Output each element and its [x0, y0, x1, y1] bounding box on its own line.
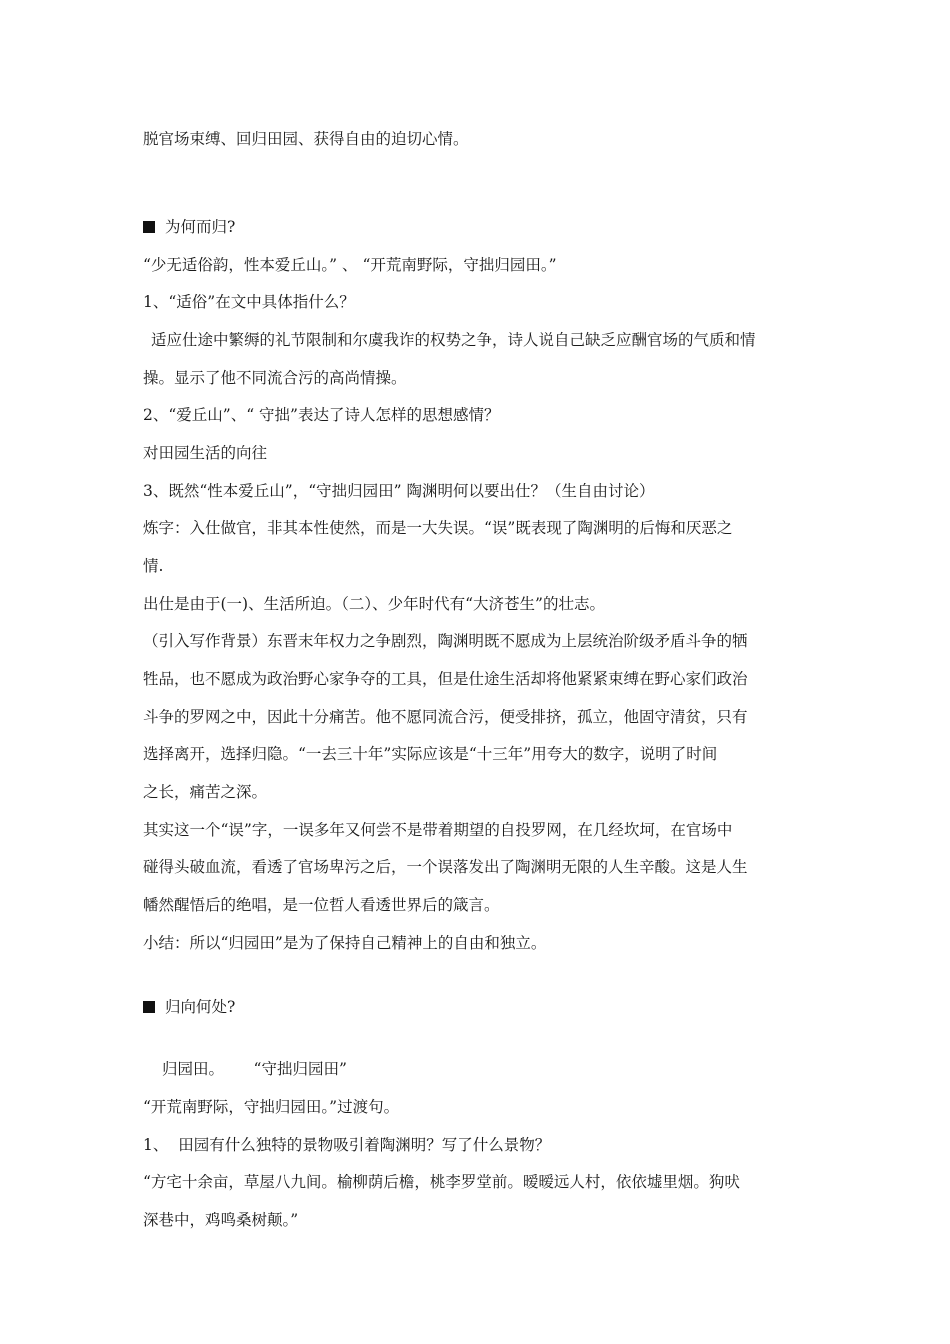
wu-line-2: 碰得头破血流，看透了官场卑污之后，一个误落发出了陶渊明无限的人生辛酸。这是人生	[143, 858, 748, 876]
background-line-3: 斗争的罗网之中，因此十分痛苦。他不愿同流合污，便受排挤，孤立，他固守清贫，只有	[143, 708, 748, 726]
square-bullet-icon	[143, 221, 155, 233]
poem-quotes: “少无适俗韵，性本爱丘山。” 、 “开荒南野际，守拙归园田。”	[143, 256, 557, 274]
square-bullet-icon	[143, 1001, 155, 1013]
reason-line: 出仕是由于(一)、生活所迫。（二）、少年时代有“大济苍生”的壮志。	[143, 595, 605, 613]
poem-line-1: “方宅十余亩，草屋八九间。榆柳荫后檐，桃李罗堂前。暧暧远人村，依依墟里烟。狗吠	[143, 1173, 740, 1191]
section-heading-where-return	[143, 996, 823, 1018]
question-2: 2、“爱丘山”、“ 守拙”表达了诗人怎样的思想感情？	[143, 406, 500, 424]
question-1: 1、“适俗”在文中具体指什么？	[143, 293, 355, 311]
background-line-5: 之长，痛苦之深。	[143, 783, 268, 801]
question-3: 3、既然“性本爱丘山”，“守拙归园田” 陶渊明何以要出仕？（生自由讨论）	[143, 482, 655, 500]
answer-1-line-1: 适应仕途中繁缛的礼节限制和尔虞我诈的权势之争，诗人说自己缺乏应酬官场的气质和情	[151, 331, 756, 349]
section2-question-1: 1、 田园有什么独特的景物吸引着陶渊明？写了什么景物？	[143, 1136, 551, 1154]
destination-line: 归园田。 “守拙归园田”	[162, 1060, 347, 1078]
section-heading-text: 为何而归?	[165, 218, 236, 236]
lianzi-line-2: 情.	[143, 557, 164, 575]
background-line-2: 牲品，也不愿成为政治野心家争夺的工具，但是仕途生活却将他紧紧束缚在野心家们政治	[143, 670, 748, 688]
section-heading-text: 归向何处?	[165, 998, 236, 1016]
poem-line-2: 深巷中，鸡鸣桑树颠。”	[143, 1211, 299, 1229]
background-line-1: （引入写作背景）东晋末年权力之争剧烈，陶渊明既不愿成为上层统治阶级矛盾斗争的牺	[143, 632, 748, 650]
summary-line: 小结：所以“归园田”是为了保持自己精神上的自由和独立。	[143, 934, 547, 952]
section-heading-why-return	[143, 216, 823, 238]
answer-2: 对田园生活的向往	[143, 444, 268, 462]
background-line-4: 选择离开，选择归隐。“一去三十年”实际应该是“十三年”用夸大的数字，说明了时间	[143, 745, 718, 763]
answer-1-line-2: 操。显示了他不同流合污的高尚情操。	[143, 369, 407, 387]
lianzi-line-1: 炼字：入仕做官，非其本性使然，而是一大失误。“误”既表现了陶渊明的后悔和厌恶之	[143, 519, 733, 537]
wu-line-3: 幡然醒悟后的绝唱，是一位哲人看透世界后的箴言。	[143, 896, 500, 914]
intro-line: 脱官场束缚、回归田园、获得自由的迫切心情。	[143, 130, 469, 148]
transition-line: “开荒南野际，守拙归园田。”过渡句。	[143, 1098, 400, 1116]
wu-line-1: 其实这一个“误”字，一误多年又何尝不是带着期望的自投罗网，在几经坎坷，在官场中	[143, 821, 733, 839]
